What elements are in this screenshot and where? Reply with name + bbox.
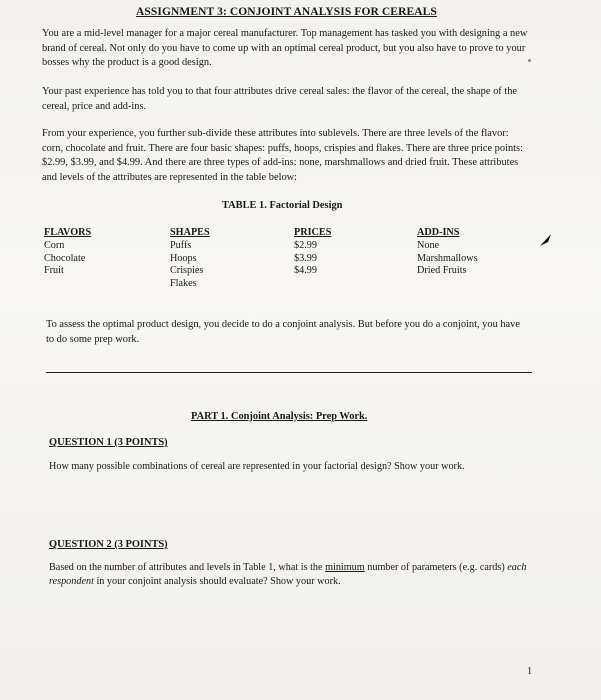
column-header: ADD-INS	[417, 227, 460, 238]
table-cell: $3.99	[294, 252, 317, 264]
part-title: PART 1. Conjoint Analysis: Prep Work.	[191, 411, 368, 422]
document-title: ASSIGNMENT 3: CONJOINT ANALYSIS FOR CEREALS	[136, 6, 437, 18]
mouse-pointer-icon	[539, 233, 553, 247]
table-cell: Fruit	[44, 265, 64, 277]
question-2-text-c: in your conjoint analysis should evaluate? Show your work.	[93, 576, 341, 588]
table-cell: Dried Fruits	[417, 265, 467, 277]
sublevels-paragraph: From your experience, you further sub-divide these attributes into sublevels. There are three levels of the flavor: corn, chocolate and fruit. There are four basic shapes: puffs, hoops, crispies and flakes. There are three price points: $2.99, $3.99, and $4.99. And there are three types of add-ins: none, marshmallows and dried fruit. These attributes and levels of the attributes are represented in the table below:	[42, 128, 523, 183]
question-2-text-b: number of parameters (e.g. cards)	[364, 562, 508, 573]
table-column-prices	[294, 227, 331, 278]
question-2-italic: each respondent	[49, 562, 527, 588]
question-2-emphasis: minimum	[325, 562, 365, 573]
table-cell: None	[417, 239, 440, 251]
page-number: 1	[527, 666, 533, 677]
table-cell: Marshmallows	[417, 252, 478, 264]
column-header: FLAVORS	[44, 227, 92, 238]
experience-paragraph: Your past experience has told you to that four attributes drive cereal sales: the flavor of the cereal, the shape of the cereal, price and add-ins.	[42, 86, 518, 112]
intro-paragraph: You are a mid-level manager for a major cereal manufacturer. Top management has tasked you with designing a new brand of cereal. Not only do you have to come up with an optimal cereal product, but you also have to prove to your bosses why the product is a good design.	[42, 28, 528, 69]
table-column-addins	[417, 227, 478, 278]
question-1-text: How many possible combinations of cereal are represented in your factorial design? Show your work.	[49, 461, 465, 472]
column-header: PRICES	[294, 227, 332, 238]
prep-paragraph: To assess the optimal product design, you decide to do a conjoint analysis. But before you do a conjoint, you have to do some prep work.	[46, 319, 520, 345]
question-2-text-a: Based on the number of attributes and levels in Table 1, what is the	[49, 562, 326, 573]
question-1-header: QUESTION 1 (3 POINTS)	[49, 437, 168, 448]
column-header: SHAPES	[170, 227, 210, 238]
question-2-header: QUESTION 2 (3 POINTS)	[49, 539, 168, 550]
table-cell: Puffs	[170, 239, 192, 251]
table-cell: $2.99	[294, 239, 317, 251]
table-cell: $4.99	[294, 265, 317, 277]
table-caption: TABLE 1. Factorial Design	[222, 200, 343, 211]
scan-speck	[528, 59, 531, 62]
table-cell: Hoops	[170, 252, 197, 264]
divider-line	[46, 372, 532, 373]
question-2-text	[49, 561, 529, 590]
table-cell: Flakes	[170, 278, 197, 290]
table-cell: Corn	[44, 239, 65, 251]
table-cell: Crispies	[170, 265, 204, 277]
table-column-flavors	[44, 227, 91, 278]
table-column-shapes	[170, 227, 210, 291]
table-cell: Chocolate	[44, 252, 86, 264]
